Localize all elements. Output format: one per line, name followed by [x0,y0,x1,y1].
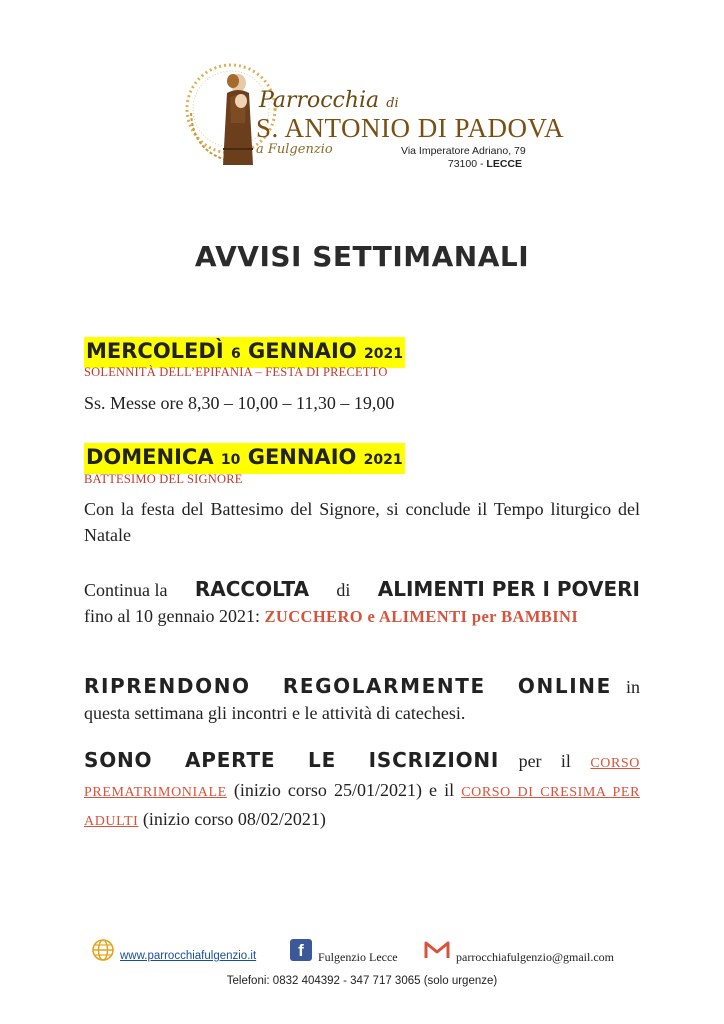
facebook-page[interactable]: Fulgenzio Lecce [318,950,398,964]
parish-di-text: di [386,96,399,111]
registration-text-2: (inizio corso 25/01/2021) e il [233,780,455,800]
page-title: AVVISI SETTIMANALI [194,240,530,273]
date-num: 10 [220,452,241,468]
premarital-course-link[interactable]: CORSO PREMATRIMONIALE [84,756,641,800]
date-highlight [84,443,405,474]
notice-date-wednesday [84,337,405,368]
date-num: 6 [230,346,241,362]
notice-subtitle-baptism: BATTESIMO DEL SIGNORE [84,472,243,486]
registration-text-1: per il [518,751,571,771]
food-collection-notice [84,576,640,630]
address-cap: 73100 - [447,158,487,170]
collection-intro: Continua la [84,580,168,600]
collection-keyword: RACCOLTA [194,577,310,601]
date-day: MERCOLEDÌ [86,339,224,363]
baptism-text: Con la festa del Battesimo del Signore, si conclude il Tempo liturgico del Natale [84,499,640,545]
date-year: 2021 [364,346,403,362]
date-month: GENNAIO [248,339,357,363]
mass-times-text: Ss. Messe ore 8,30 – 10,00 – 11,30 – 19,00 [84,393,395,413]
date-year: 2021 [363,452,403,468]
notice-date-sunday [84,443,405,474]
email-address[interactable]: parrocchiafulgenzio@gmail.com [456,950,614,964]
collection-target: ALIMENTI PER I POVERI [377,577,640,601]
date-highlight [84,337,405,368]
catechesis-text: in questa settimana gli incontri e le attività di catechesi. [84,677,640,723]
catechesis-notice [84,673,640,726]
website-link[interactable]: www.parrocchiafulgenzio.it [120,950,257,962]
confirmation-course-link[interactable]: CORSO DI CRESIMA PER ADULTI [84,785,641,829]
catechesis-headline: RIPRENDONO REGOLARMENTE ONLINE [84,674,612,698]
parish-word [259,88,399,113]
parish-location: a Fulgenzio [256,142,333,157]
address-city-line [401,158,522,170]
facebook-icon: f [290,939,312,961]
parish-name: S. ANTONIO DI PADOVA [256,113,565,143]
globe-icon [91,938,115,962]
collection-di: di [336,580,351,600]
collection-until: fino al 10 gennaio 2021: [84,606,260,626]
collection-line-1 [84,576,640,603]
saint-figure-icon [223,74,253,165]
registration-text-3: (inizio corso 08/02/2021) [142,809,326,829]
parish-word-text: Parrocchia [259,88,380,113]
registration-headline: SONO APERTE LE ISCRIZIONI [84,748,500,772]
date-day: DOMENICA [86,445,214,469]
collection-items: ZUCCHERO e ALIMENTI per BAMBINI [264,607,579,626]
address-city: LECCE [486,158,522,170]
mail-icon [424,940,450,960]
date-month: GENNAIO [247,445,357,469]
phone-numbers: Telefoni: 0832 404392 - 347 717 3065 (solo urgenze) [226,975,498,987]
notice-subtitle-epiphany: SOLENNITÀ DELL’EPIFANIA – FESTA DI PRECETTO [84,365,388,379]
collection-line-2 [84,603,640,630]
address-street: Via Imperatore Adriano, 79 [401,145,526,157]
registration-notice [84,747,640,835]
